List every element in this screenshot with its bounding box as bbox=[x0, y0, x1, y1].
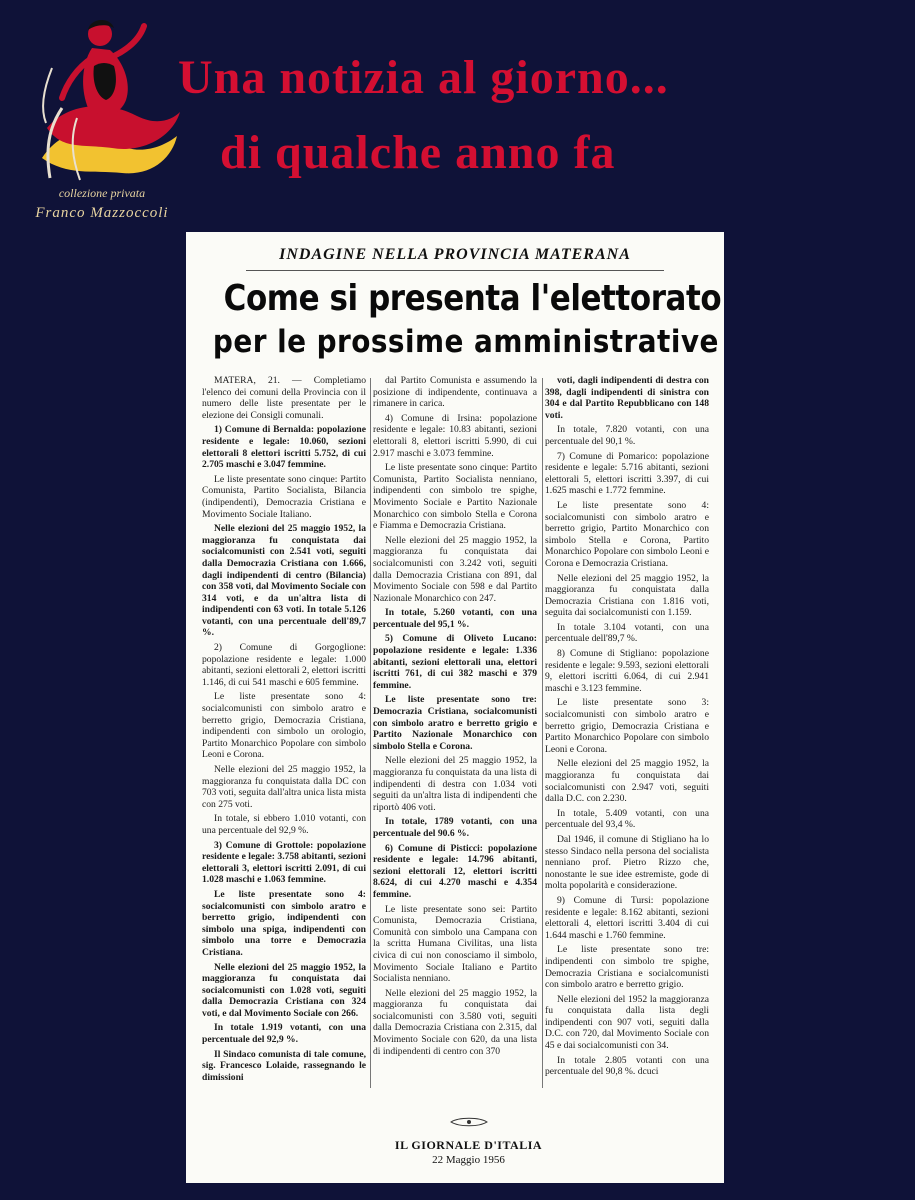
dancer-logo-icon bbox=[22, 8, 182, 188]
article-paragraph: 6) Comune di Pisticci: popolazione residente e legale: 14.796 abitanti, sezioni elettorali 12, elettori iscritti 8.624, di cui 4.270 maschi e 4.354 femmine. bbox=[373, 842, 537, 900]
article-column-3 bbox=[545, 375, 709, 1092]
article-paragraph: Le liste presentate sono 4: socialcomunisti con simbolo aratro e berretto grigio, Democrazia Cristiana, indipendenti con simbolo un orologio, Partito Monarchico Popolare con simbolo Leoni e Corona. bbox=[202, 691, 366, 761]
masthead-emblem-icon bbox=[449, 1116, 489, 1128]
article-paragraph: In totale, 5.409 votanti, con una percentuale del 93,4 %. bbox=[545, 807, 709, 831]
logo-caption-collection: collezione privata bbox=[58, 186, 146, 200]
article-paragraph: Le liste presentate sono 4: socialcomunisti con simbolo aratro e berretto grigio, Partito Monarchico con simbolo Stella e Corona, Partito Monarchico Popolare con simbolo Leoni e Corona e Democrazia Cristiana. bbox=[545, 499, 709, 569]
article-paragraph: Il Sindaco comunista di tale comune, sig. Francesco Lolaide, rassegnando le dimissioni bbox=[202, 1048, 366, 1083]
article-paragraph: 7) Comune di Pomarico: popolazione residente e legale: 5.716 abitanti, sezioni elettorali 5, elettori iscritti 3.397, di cui 1.625 maschi e 1.772 femmine. bbox=[545, 450, 709, 497]
article-body bbox=[202, 375, 716, 1092]
article-paragraph: Nelle elezioni del 25 maggio 1952, la maggioranza fu conquistata dai socialcomunisti con 3.580 voti, seguiti dalla Democrazia Cristiana con 2.315, dal Movimento Sociale con 620, da una lista di indipendenti di centro con 370 bbox=[373, 987, 537, 1057]
article-paragraph: voti, dagli indipendenti di destra con 398, dagli indipendenti di sinistra con 304 e dal Partito Repubblicano con 148 voti. bbox=[545, 375, 709, 421]
article-paragraph: Le liste presentate sono 4: socialcomunisti con simbolo aratro e berretto grigio, indipendenti con simbolo una spiga, indipendenti con simbolo una torre e Democrazia Cristiana. bbox=[202, 888, 366, 958]
article-paragraph: 8) Comune di Stigliano: popolazione residente e legale: 9.593, sezioni elettorali 9, elettori iscritti 6.064, di cui 2.941 maschi e 3.123 femmine. bbox=[545, 648, 709, 694]
article-paragraph: Nelle elezioni del 25 maggio 1952, la maggioranza fu conquistata dai socialcomunisti con 3.242 voti, seguiti dalla Democrazia Cristiana con 891, dal Movimento Sociale con 598 e dal Partito Nazionale Monarchico con 247. bbox=[373, 534, 537, 604]
article-paragraph: Le liste presentate sono tre: indipendenti con simbolo tre spighe, Democrazia Cristiana e socialcomunisti con simbolo aratro e berretto grigio. bbox=[545, 944, 709, 991]
article-column-2 bbox=[373, 375, 537, 1092]
article-paragraph: Nelle elezioni del 25 maggio 1952, la maggioranza fu conquistata dai socialcomunisti con 1.028 voti, seguiti dalla Democrazia Cristiana con 324 voti, e dal Movimento Sociale con 266. bbox=[202, 961, 366, 1019]
article-paragraph: In totale 3.104 votanti, con una percentuale dell'89,7 %. bbox=[545, 621, 709, 645]
newspaper-name: IL GIORNALE D'ITALIA bbox=[394, 1138, 543, 1152]
logo-caption-owner: Franco Mazzoccoli bbox=[35, 205, 169, 221]
article-paragraph: Nelle elezioni del 1952 la maggioranza fu conquistata dalla lista degli indipendenti con 907 voti, seguiti dalla D.C. con 720, dal Movimento Sociale con 45 e dai socialcomunisti con 34. bbox=[545, 993, 709, 1052]
article-paragraph: Le liste presentate sono tre: Democrazia Cristiana, socialcomunisti con simbolo aratro e berretto grigio e Partito Nazionale Monarchico con simbolo Stella e Corona. bbox=[373, 694, 537, 752]
article-title-line1: Come si presenta l'elettorato bbox=[223, 278, 722, 319]
publication-date: 22 Maggio 1956 bbox=[432, 1154, 505, 1166]
article-paragraph: 1) Comune di Bernalda: popolazione residente e legale: 10.060, sezioni elettorali 8 elettori iscritti 5.752, di cui 2.705 maschi e 3.047 femmine. bbox=[202, 424, 366, 471]
article-paragraph: Nelle elezioni del 25 maggio 1952, la maggioranza fu conquistata dai socialcomunisti con 2.947 voti, seguiti dalla D.C. con 2.230. bbox=[545, 758, 709, 805]
article-paragraph: 4) Comune di Irsina: popolazione residente e legale: 10.83 abitanti, sezioni elettorali 8, elettori iscritti 5.990, di cui 2.917 maschi e 3.073 femmine. bbox=[373, 412, 537, 459]
page-headline-line2: di qualche anno fa bbox=[220, 126, 616, 179]
article-paragraph: Nelle elezioni del 25 maggio 1952, la maggioranza fu conquistata dai socialcomunisti con 2.541 voti, seguiti dalla Democrazia Cristiana con 1.666, dagli indipendenti di centro (Bilancia) con 358 voti, dal Movimento Sociale con 314 voti, e da un'altra lista di indipendenti con 63 voti. In totale 5.126 votanti, con una percentuale dell'89,7 %. bbox=[202, 523, 366, 639]
article-paragraph: In totale, 5.260 votanti, con una percentuale del 95,1 %. bbox=[373, 607, 537, 630]
article-paragraph: Dal 1946, il comune di Stigliano ha lo stesso Sindaco nella persona del socialista nenniano prof. Pietro Rizzo che, nonostante le sue idee estremiste, gode di molta popolarità e considerazione. bbox=[545, 833, 709, 892]
article-paragraph: In totale 1.919 votanti, con una percentuale del 92,9 %. bbox=[202, 1022, 366, 1046]
article-paragraph: Nelle elezioni del 25 maggio 1952, la maggioranza fu conquistata da una lista di indipendenti di destra con 1.034 voti seguiti da un'altra lista di indipendenti che riportò 406 voti. bbox=[373, 755, 537, 813]
article-kicker: INDAGINE NELLA PROVINCIA MATERANA bbox=[279, 246, 631, 263]
article-paragraph: 3) Comune di Grottole: popolazione residente e legale: 3.758 abitanti, sezioni elettorali 3, elettori iscritti 2.091, di cui 1.028 maschi e 1.063 femmine. bbox=[202, 839, 366, 886]
article-paragraph: Le liste presentate sono sei: Partito Comunista, Democrazia Cristiana, Comunità con simbolo una Campana con la scritta Humana Civilitas, una lista civica di cui non conosciamo il simbolo, Movimento Sociale Italiano e Partito Socialista nenniano. bbox=[373, 903, 537, 985]
article-paragraph: 9) Comune di Tursi: popolazione residente e legale: 8.162 abitanti, sezioni elettorali 4, elettori iscritti 3.404 di cui 1.644 maschi e 1.760 femmine. bbox=[545, 894, 709, 941]
article-paragraph: Nelle elezioni del 25 maggio 1952, la maggioranza fu conquistata dalla DC con 703 voti, seguita dall'altra unica lista mista con 275 voti. bbox=[202, 764, 366, 810]
article-paragraph: 2) Comune di Gorgoglione: popolazione residente e legale: 1.000 abitanti, sezioni elettorali 2, elettori iscritti 1.146, di cui 541 maschi e 605 femmine. bbox=[202, 642, 366, 688]
page-headline-line1: Una notizia al giorno... bbox=[178, 51, 669, 104]
article-paragraph: Le liste presentate sono 3: socialcomunisti con simbolo aratro e berretto grigio, Democrazia Cristiana e Partito Monarchico Popolare con simbolo Leoni e Corona. bbox=[545, 697, 709, 755]
article-paragraph: In totale 2.805 votanti con una percentuale del 90,8 %. dcuci bbox=[545, 1054, 709, 1078]
article-paragraph: Nelle elezioni del 25 maggio 1952, la maggioranza fu conquistata dalla Democrazia Cristiana con 1.816 voti, seguita dai socialcomunisti con 1.159. bbox=[545, 572, 709, 619]
article-paragraph: In totale, 7.820 votanti, con una percentuale del 90,1 %. bbox=[545, 424, 709, 447]
newspaper-clipping bbox=[186, 232, 724, 1183]
article-paragraph: In totale, 1789 votanti, con una percentuale del 90.6 %. bbox=[373, 816, 537, 839]
newspaper-masthead bbox=[391, 1116, 546, 1166]
article-paragraph: Le liste presentate sono cinque: Partito Comunista, Partito Socialista, Bilancia (indipendenti), Democrazia Cristiana e Movimento Sociale Italiano. bbox=[202, 473, 366, 520]
collection-logo bbox=[12, 8, 192, 228]
article-column-1 bbox=[202, 375, 366, 1092]
article-paragraph: In totale, si ebbero 1.010 votanti, con una percentuale del 92,9 %. bbox=[202, 813, 366, 836]
article-paragraph: 5) Comune di Oliveto Lucano: popolazione residente e legale: 1.336 abitanti, sezioni elettorali una, elettori iscritti 761, di cui 382 maschi e 379 femmine. bbox=[373, 633, 537, 691]
kicker-divider bbox=[246, 270, 664, 271]
article-title-line2: per le prossime amministrative bbox=[212, 324, 719, 360]
article-paragraph: MATERA, 21. — Completiamo l'elenco dei comuni della Provincia con il numero delle liste presentate per le elezione dei Consigli comunali. bbox=[202, 375, 366, 421]
article-paragraph: Le liste presentate sono cinque: Partito Comunista, Partito Socialista nenniano, indipendenti con simbolo tre spighe, Movimento Sociale e Partito Nazionale Monarchico con simbolo Stella e Corona e Fiamma e Democrazia Cristiana. bbox=[373, 462, 537, 532]
article-paragraph: dal Partito Comunista e assumendo la posizione di indipendente, continuava a rimanere in carica. bbox=[373, 375, 537, 410]
